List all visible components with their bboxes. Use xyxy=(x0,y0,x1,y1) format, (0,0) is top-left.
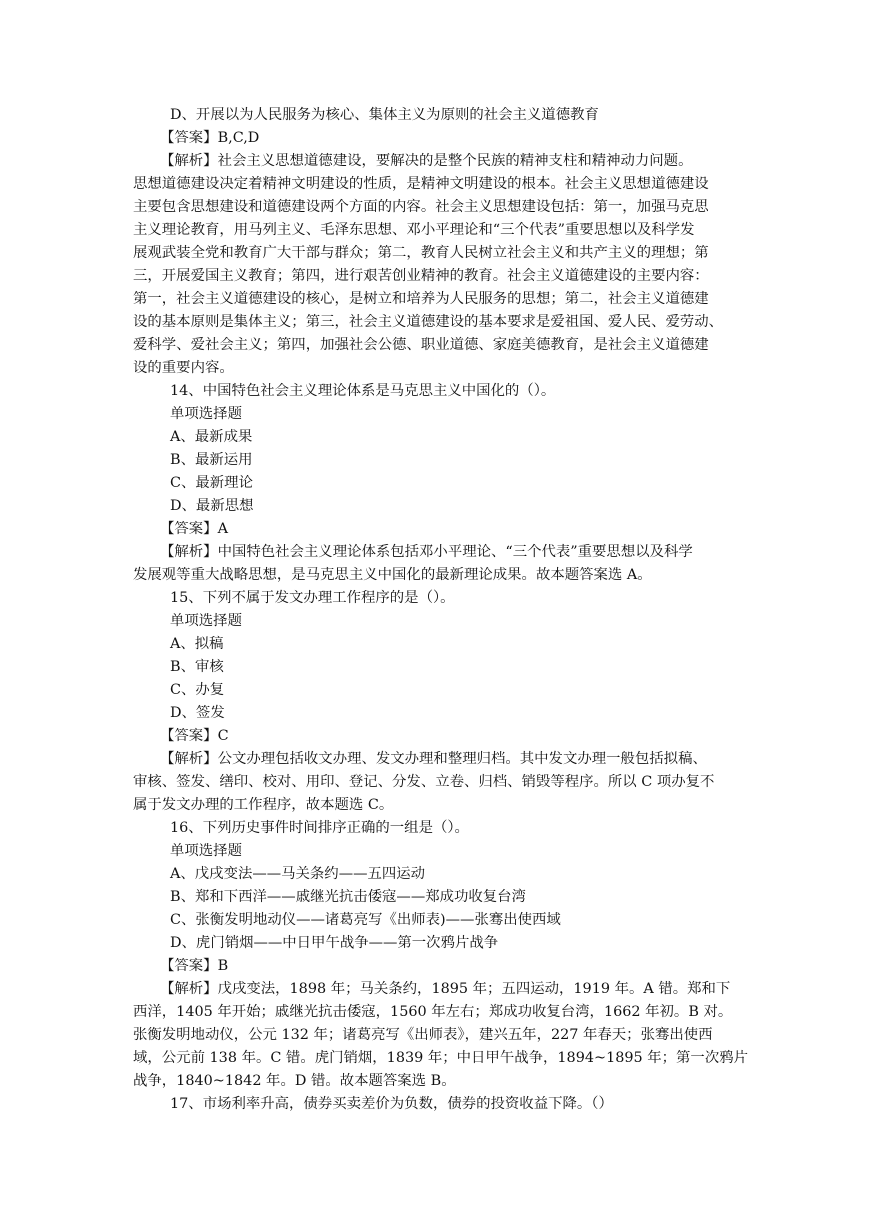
q14-type: 单项选择题 xyxy=(170,406,242,422)
q15-option-c: C、办复 xyxy=(170,682,225,698)
q14-analysis-line-2: 发展观等重大战略思想，是马克思主义中国化的最新理论成果。故本题答案选 A。 xyxy=(133,567,652,583)
q13-analysis-line-1: 【解析】社会主义思想道德建设，要解决的是整个民族的精神支柱和精神动力问题。 xyxy=(160,153,693,169)
q13-analysis-line-2: 思想道德建设决定着精神文明建设的性质，是精神文明建设的根本。社会主义思想道德建设 xyxy=(133,176,709,192)
q13-option-d: D、开展以为人民服务为核心、集体主义为原则的社会主义道德教育 xyxy=(170,107,599,123)
q15-analysis-line-3: 属于发文办理的工作程序，故本题选 C。 xyxy=(133,797,394,813)
q16-stem: 16、下列历史事件时间排序正确的一组是（）。 xyxy=(170,820,469,836)
q15-answer: 【答案】C xyxy=(160,728,229,744)
q16-answer: 【答案】B xyxy=(160,958,229,974)
q13-analysis-line-7: 第一，社会主义道德建设的核心，是树立和培养为人民服务的思想；第二，社会主义道德建 xyxy=(133,291,709,307)
q14-option-b: B、最新运用 xyxy=(170,452,253,468)
q13-analysis-line-6: 三，开展爱国主义教育；第四，进行艰苦创业精神的教育。社会主义道德建设的主要内容： xyxy=(133,268,709,284)
q14-answer: 【答案】A xyxy=(160,521,228,537)
q16-option-b: B、郑和下西洋——戚继光抗击倭寇——郑成功收复台湾 xyxy=(170,889,526,905)
q16-analysis-line-3: 张衡发明地动仪，公元 132 年；诸葛亮写《出师表》，建兴五年，227 年春天；张骞出使西 xyxy=(133,1027,713,1043)
q15-stem: 15、下列不属于发文办理工作程序的是（）。 xyxy=(170,590,455,606)
q16-type: 单项选择题 xyxy=(170,843,242,859)
q15-analysis-line-2: 审核、签发、缮印、校对、用印、登记、分发、立卷、归档、销毁等程序。所以 C 项办复不 xyxy=(133,774,715,790)
q15-type: 单项选择题 xyxy=(170,613,242,629)
q14-stem: 14、中国特色社会主义理论体系是马克思主义中国化的（）。 xyxy=(170,383,556,399)
q13-analysis-line-3: 主要包含思想建设和道德建设两个方面的内容。社会主义思想建设包括：第一，加强马克思 xyxy=(133,199,709,215)
q16-analysis-line-1: 【解析】戊戌变法，1898 年；马关条约，1895 年；五四运动，1919 年。A 错。郑和下 xyxy=(160,981,731,997)
q17-stem: 17、市场利率升高，债券买卖差价为负数，债券的投资收益下降。（） xyxy=(170,1096,613,1112)
q13-analysis-line-9: 爱科学、爱社会主义；第四，加强社会公德、职业道德、家庭美德教育，是社会主义道德建 xyxy=(133,337,709,353)
q16-option-d: D、虎门销烟——中日甲午战争——第一次鸦片战争 xyxy=(170,935,499,951)
q16-analysis-line-2: 西洋，1405 年开始；戚继光抗击倭寇，1560 年左右；郑成功收复台湾，1662 年初。B 对。 xyxy=(133,1004,733,1020)
q15-option-d: D、签发 xyxy=(170,705,225,721)
q13-analysis-line-8: 设的基本原则是集体主义；第三，社会主义道德建设的基本要求是爱祖国、爱人民、爱劳动、 xyxy=(133,314,724,330)
q16-option-c: C、张衡发明地动仪——诸葛亮写《出师表)——张骞出使西域 xyxy=(170,912,561,928)
q13-analysis-line-4: 主义理论教育，用马列主义、毛泽东思想、邓小平理论和“三个代表”重要思想以及科学发 xyxy=(133,222,695,238)
q15-analysis-line-1: 【解析】公文办理包括收文办理、发文办理和整理归档。其中发文办理一般包括拟稿、 xyxy=(160,751,707,767)
q15-option-b: B、审核 xyxy=(170,659,224,675)
q16-analysis-line-5: 战争，1840~1842 年。D 错。故本题答案选 B。 xyxy=(133,1073,456,1089)
q13-analysis-line-5: 展观武装全党和教育广大干部与群众；第二，教育人民树立社会主义和共产主义的理想；第 xyxy=(133,245,709,261)
q13-analysis-line-10: 设的重要内容。 xyxy=(133,360,234,376)
q15-option-a: A、拟稿 xyxy=(170,636,224,652)
q14-option-d: D、最新思想 xyxy=(170,498,254,514)
q14-option-c: C、最新理论 xyxy=(170,475,253,491)
q14-option-a: A、最新成果 xyxy=(170,429,253,445)
q16-option-a: A、戊戌变法——马关条约——五四运动 xyxy=(170,866,426,882)
q13-answer: 【答案】B,C,D xyxy=(160,130,260,146)
q16-analysis-line-4: 域，公元前 138 年。C 错。虎门销烟，1839 年；中日甲午战争，1894~1895 年；第一次鸦片 xyxy=(133,1050,748,1066)
q14-analysis-line-1: 【解析】中国特色社会主义理论体系包括邓小平理论、“三个代表”重要思想以及科学 xyxy=(160,544,693,560)
